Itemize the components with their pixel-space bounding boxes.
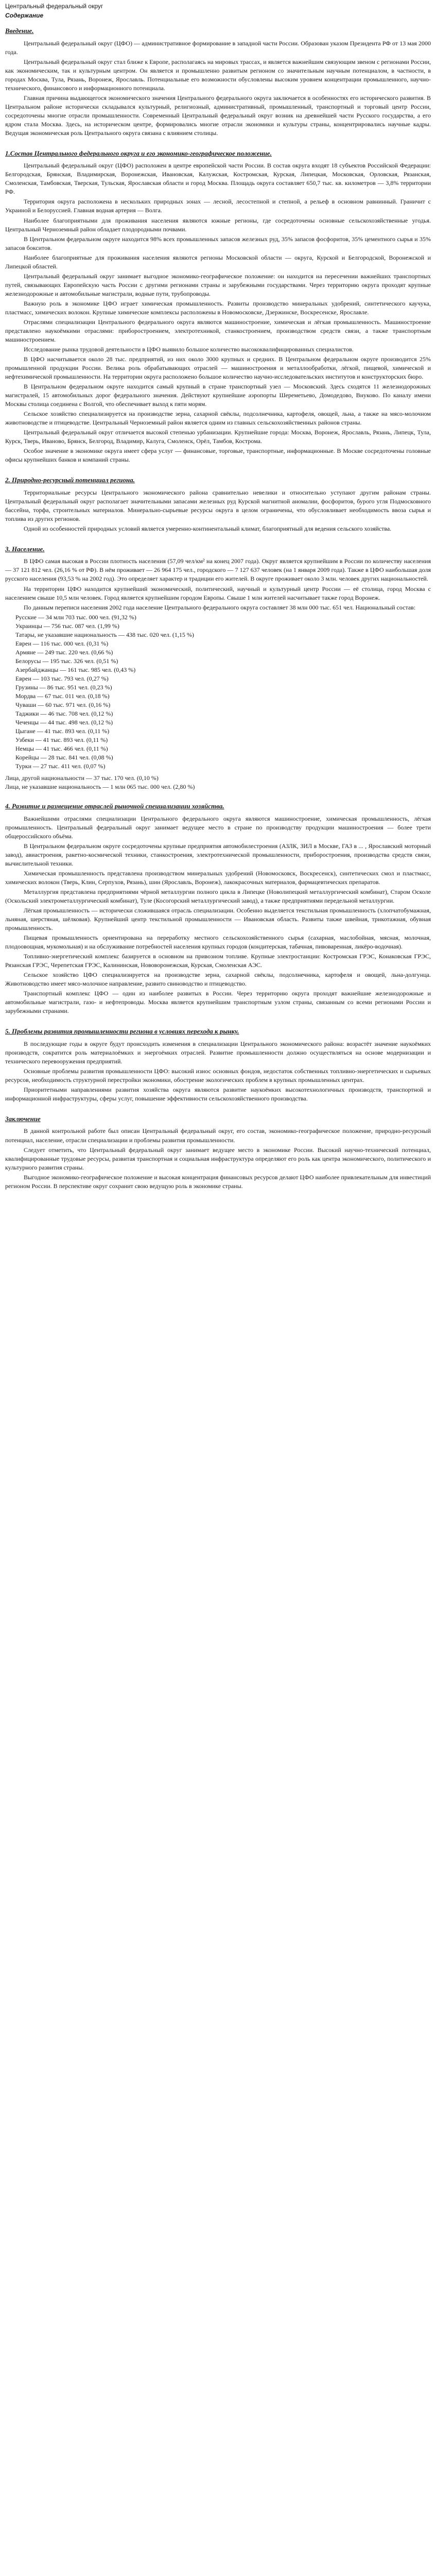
population-row: Азербайджанцы — 161 тыс. 985 чел. (0,43 %): [15, 666, 136, 673]
paragraph: В Центральном федеральном округе находится 98% всех промышленных запасов железных руд, 35% запасов фосфоритов, 35% цементного сырья и 35% запасов бокситов.: [5, 235, 431, 251]
population-row: Татары, не указавшие национальность — 438 тыс. 020 чел. (1,15 %): [15, 631, 194, 638]
paragraph: Химическая промышленность представлена производством минеральных удобрений (Новомосковск, Воскресенск), синтетических смол и пластмасс, химических волокон (Тверь, Клин, Серпухов, Рязань), шин (Ярославль, Воронеж), лакокрасочных материалов, фармацевтических препаратов.: [5, 869, 431, 886]
paragraph: Центральный федеральный округ отличается высокой степенью урбанизации. Крупнейшие города: Москва, Воронеж, Ярославль, Рязань, Липецк, Тула, Курск, Тверь, Иваново, Брянск, Белгород, Владимир, Калуга, Смоленск, Орёл, Тамбов, Кострома.: [5, 429, 431, 445]
paragraph: Наиболее благоприятные для проживания населения являются регионы Московской области — округа, Курской и Белгородской, Воронежской и Липецкой областей.: [5, 253, 431, 270]
population-row: Корейцы — 28 тыс. 841 чел. (0,08 %): [15, 754, 113, 761]
population-summary-row: Лица, другой национальности — 37 тыс. 170 чел. (0,10 %): [5, 774, 159, 782]
population-summary-row: Лица, не указавшие национальность — 1 млн 065 тыс. 000 чел. (2,80 %): [5, 783, 195, 791]
paragraph: На территории ЦФО находится крупнейший экономический, политический, научный и культурный центр России — её столица, город Москва с населением свыше 10,5 млн человек. Город является крупнейшим городом Европы. Свыше 1 млн жителей насчитывает также город Воронеж.: [5, 585, 431, 601]
population-row: Белорусы — 195 тыс. 326 чел. (0,51 %): [15, 657, 118, 665]
paragraph: В ЦФО насчитывается около 28 тыс. предприятий, из них около 3000 крупных и средних. В Центральном федеральном округе производится 25% промышленной продукции России. Велика роль обрабатывающих отраслей — машиностроения и металлообработки, лёгкой, пищевой, химической и нефтехимической промышленности. На территории округа расположено большое количество научно-исследовательских институтов и конструкторских бюро.: [5, 355, 431, 381]
section1-body: [5, 161, 431, 464]
paragraph: Наиболее благоприятными для проживания населения являются южные регионы, где сосредоточены основные сельскохозяйственные угодья. Центральный Черноземный район обладает плодородными почвами.: [5, 216, 431, 233]
population-row: Чуваши — 60 тыс. 971 чел. (0,16 %): [15, 701, 111, 708]
population-row: Украинцы — 756 тыс. 087 чел. (1,99 %): [15, 622, 119, 630]
population-row: Таджики — 46 тыс. 708 чел. (0,12 %): [15, 709, 113, 717]
section2-body: [5, 488, 431, 533]
intro-heading: Введение.: [5, 27, 34, 35]
population-list: [15, 613, 431, 771]
section4-heading: 4. Развитие и размещение отраслей рыночной специализации хозяйства.: [5, 802, 224, 810]
paragraph: Центральный федеральный округ стал ближе к Европе, располагаясь на мировых трассах, и является важнейшим связующим звеном с регионами России, как экономическим, так и культурным центром. Он является и промышленно развитым регионом со значительным научным потенциалом, в частности, в городах Москва, Тула, Рязань, Воронеж, Ярославль. Потенциальные его возможности обусловлены высоким уровнем концентрации промышленного, научно-технического, финансового и информационного потенциала.: [5, 58, 431, 92]
conclusion-body: [5, 1127, 431, 1190]
paragraph: Отраслями специализации Центрального федерального округа являются машиностроение, химическая и лёгкая промышленность. Машиностроение представлено наукоёмкими отраслями: приборостроением, электротехникой, станкостроением, производством средств связи, а также транспортным машиностроением.: [5, 318, 431, 343]
population-row: Турки — 27 тыс. 411 чел. (0,07 %): [15, 762, 106, 770]
paragraph: Выгодное экономико-географическое положение и высокая концентрация финансовых ресурсов делают ЦФО наиболее привлекательным для инвестиций регионом России. В перспективе округ сохранит свою ведущую роль в экономике страны.: [5, 1173, 431, 1190]
population-row: Цыгане — 41 тыс. 893 чел. (0,11 %): [15, 727, 110, 735]
paragraph: Важнейшими отраслями специализации Центрального федерального округа являются машиностроение, химическая промышленность, лёгкая промышленность. Центральный федеральный округ занимает ведущее место в стране по производству продукции машиностроения — более трети общероссийского объёма.: [5, 815, 431, 840]
paragraph: Территориальные ресурсы Центрального экономического района сравнительно невелики и относительно уступают другим районам страны. Центральный федеральный округ располагает значительными запасами железных руд Курской магнитной аномалии, фосфоритов, бурого угля Подмосковного бассейна, торфа, строительных материалов. Минерально-сырьевые ресурсы округа в целом ограничены, что обусловливает необходимость ввоза сырья и топлива из других регионов.: [5, 488, 431, 522]
paragraph: Лёгкая промышленность — исторически сложившаяся отрасль специализации. Особенно выделяется текстильная промышленность (хлопчатобумажная, льняная, шерстяная, шёлковая). Крупнейший центр текстильной промышленности — Ивановская область. Развиты также швейная, трикотажная, обувная промышленность.: [5, 906, 431, 932]
paragraph: В данной контрольной работе был описан Центральный федеральный округ, его состав, экономико-географическое положение, природно-ресурсный потенциал, население, отрасли специализации и проблемы развития промышленности.: [5, 1127, 431, 1144]
paragraph: Особое значение в экономике округа имеет сфера услуг — финансовые, торговые, транспортные, информационные. В Москве сосредоточены головные офисы крупнейших банков и компаний страны.: [5, 447, 431, 464]
population-row: Чеченцы — 44 тыс. 498 чел. (0,12 %): [15, 718, 113, 726]
paragraph: По данным переписи населения 2002 года население Центрального федерального округа составляет 38 млн 000 тыс. 651 чел. Национальный состав:: [24, 603, 416, 611]
section3-body: [5, 557, 431, 612]
paragraph: В Центральном федеральном округе находится самый крупный в стране транспортный узел — Московский. Здесь сходятся 11 железнодорожных магистралей, 15 автомобильных дорог федерального значения. Действуют крупнейшие аэропорты Шереметьево, Домодедово, Внуково. По каналу имени Москвы столица соединена с Волгой, что обеспечивает выход к пяти морям.: [5, 383, 431, 408]
paragraph: Центральный федеральный округ занимает выгодное экономико-географическое положение: он находится на пересечении важнейших транспортных путей, связывающих Европейскую часть России с другими регионами страны и зарубежными государствами. Через территорию округа проходят крупные железнодорожные и автомобильные магистрали, водные пути, трубопроводы.: [5, 272, 431, 297]
paragraph: Сельское хозяйство ЦФО специализируется на производстве зерна, сахарной свёклы, подсолнечника, картофеля и овощей, льна-долгунца. Животноводство имеет мясо-молочное направление, развито свиноводство и птицеводство.: [5, 971, 431, 988]
population-row: Грузины — 86 тыс. 951 чел. (0,23 %): [15, 683, 112, 691]
population-row: Евреи — 116 тыс. 000 чел. (0,31 %): [15, 639, 109, 647]
document-page: [0, 0, 436, 1202]
section4-body: [5, 815, 431, 1016]
population-row: Русские — 34 млн 703 тыс. 000 чел. (91,32 %): [15, 613, 136, 621]
paragraph: Следует отметить, что Центральный федеральный округ занимает ведущее место в экономике России. Высокий научно-технический потенциал, квалифицированные трудовые ресурсы, развитая транспортная и социальная инфраструктура определяют его роль как центра экономического, политического и культурного развития страны.: [5, 1146, 431, 1171]
paragraph: Важную роль в экономике ЦФО играет химическая промышленность. Развиты производство минеральных удобрений, синтетического каучука, пластмасс, химических волокон. Крупные химические комплексы расположены в Новомосковске, Дзержинске, Воскресенске, Ярославле.: [5, 299, 431, 316]
paragraph: Топливно-энергетический комплекс базируется в основном на привозном топливе. Крупные электростанции: Костромская ГРЭС, Конаковская ГРЭС, Рязанская ГРЭС, Черепетская ГРЭС, Калининская, Нововоронежская, Курская, Смоленская АЭС.: [5, 953, 431, 969]
population-row: Узбеки — 41 тыс. 893 чел. (0,11 %): [15, 736, 108, 744]
paragraph: Металлургия представлена предприятиями чёрной металлургии полного цикла в Липецке (Новолипецкий металлургический комбинат), Старом Осколе (Оскольский электрометаллургический комбинат), Туле (Косогорский металлургический завод), а также предприятиями передельной металлургии.: [5, 888, 431, 904]
section1-heading: 1.Состав Центрального федерального округа и его экономико-географическое положение.: [5, 149, 272, 157]
paragraph: Транспортный комплекс ЦФО — один из наиболее развитых в России. Через территорию округа проходят важнейшие железнодорожные и автомобильные магистрали, газо- и нефтепроводы. Москва является крупнейшим транспортным узлом страны, связанным со всеми регионами России и зарубежными странами.: [5, 990, 431, 1015]
section5-body: [5, 1040, 431, 1103]
population-summary: [5, 774, 431, 791]
paragraph: Центральный федеральный округ (ЦФО) расположен в центре европейской части России. В состав округа входят 18 субъектов Российской Федерации: Белгородская, Брянская, Владимирская, Воронежская, Ивановская, Калужская, Костромская, Курская, Липецкая, Московская, Орловская, Рязанская, Смоленская, Тамбовская, Тверская, Тульская, Ярославская области и город Москва. Площадь округа составляет 650,7 тыс. кв. километров — 3,8% территории РФ.: [5, 162, 431, 196]
paragraph: Одной из особенностей природных условий является умеренно-континентальный климат, благоприятный для ведения сельского хозяйства.: [24, 524, 392, 532]
paragraph: В последующие годы в округе будут происходить изменения в специализации Центрального экономического района: возрастёт значение наукоёмких производств, сократится роль материалоёмких и энергоёмких отраслей. Развитие промышленности должно осуществляться на основе модернизации и технического перевооружения предприятий.: [5, 1040, 431, 1065]
paragraph: Пищевая промышленность ориентирована на переработку местного сельскохозяйственного сырья (сахарная, маслобойная, мясная, молочная, плодоовощная, мукомольная) и на обслуживание потребностей населения крупных городов (кондитерская, табачная, пивоваренная, ликёро-водочная).: [5, 934, 431, 951]
population-row: Армяне — 249 тыс. 220 чел. (0,66 %): [15, 648, 113, 656]
paragraph: Основные проблемы развития промышленности ЦФО: высокий износ основных фондов, недостаток собственных топливно-энергетических и сырьевых ресурсов, необходимость структурной перестройки экономики, обострение экологических проблем в крупных промышленных центрах.: [5, 1067, 431, 1083]
intro-body: [5, 39, 431, 138]
paragraph: Исследование рынка трудовой деятельности в ЦФО выявило большое количество высококвалифицированных специалистов.: [24, 345, 354, 353]
paragraph: В Центральном федеральном округе сосредоточены крупные предприятия автомобилестроения (АЗЛК, ЗИЛ в Москве, ГАЗ в ... , Ярославский моторный завод), авиастроения, ракетно-космической техники, станкостроения, электротехнической промышленности, приборостроения, производства средств связи, вычислительной техники.: [5, 842, 431, 867]
paragraph: Главная причина выдающегося экономического значения Центрального федерального округа заключается в особенностях его исторического развития. В Центральном районе исторически складывался культурный, религиозный, административный, промышленный, транспортный и торговый центр России, сосредоточены многие отрасли промышленности. Современный Центральный федеральный округ возник на древнейшей части Русского государства, а его ядром стала Москва. Здесь, на историческом центре, формировались многие отрасли экономики и культуры страны, концентрировались научные кадры. Ведущая экономическая роль Центрального округа связана с влиянием столицы.: [5, 94, 431, 137]
paragraph: Приоритетными направлениями развития хозяйства округа являются развитие наукоёмких высокотехнологичных производств, транспортной и информационной инфраструктуры, сферы услуг, повышение эффективности сельскохозяйственного производства.: [5, 1086, 431, 1102]
table-of-contents-label: Содержание: [5, 12, 44, 20]
paragraph: Центральный федеральный округ (ЦФО) — административное формирование в западной части России. Образован указом Президента РФ от 13 мая 2000 года.: [5, 39, 431, 56]
conclusion-heading: Заключение: [5, 1115, 41, 1123]
population-row: Немцы — 41 тыс. 466 чел. (0,11 %): [15, 745, 108, 753]
section3-heading: 3. Население.: [5, 545, 45, 553]
population-row: Мордва — 67 тыс. 011 чел. (0,18 %): [15, 692, 110, 700]
paragraph: В ЦФО самая высокая в России плотность населения (57,09 чел/км² на конец 2007 года). Округ является крупнейшим в России по количеству населения — 37 121 812 чел. (26,16 % от РФ). В нём проживает — 26 964 175 чел., городского — 7 127 637 человек (на 1 января 2009 года). Также в ЦФО наибольшая доля русского населения (93,53 % на 2002 год). Это определяет характер и традиции его жителей. В округе проживает около 3 млн. человек других национальностей.: [5, 557, 431, 583]
paragraph: Территория округа расположена в нескольких природных зонах — лесной, лесостепной и степной, а рельеф в основном равнинный. Граничит с Украиной и Белоруссией. Главная водная артерия — Волга.: [5, 198, 431, 214]
paragraph: Сельское хозяйство специализируется на производстве зерна, сахарной свёклы, подсолнечника, картофеля, овощей, льна, а также на мясо-молочном животноводстве и птицеводстве. Центральный Черноземный район является одним из главных сельскохозяйственных районов страны.: [5, 410, 431, 427]
section2-heading: 2. Природно-ресурсный потенциал региона.: [5, 476, 135, 484]
section5-heading: 5. Проблемы развития промышленности региона в условиях перехода к рынку.: [5, 1027, 239, 1036]
document-title: Центральный федеральный округ: [5, 3, 103, 10]
population-row: Евреи — 103 тыс. 793 чел. (0,27 %): [15, 674, 109, 682]
